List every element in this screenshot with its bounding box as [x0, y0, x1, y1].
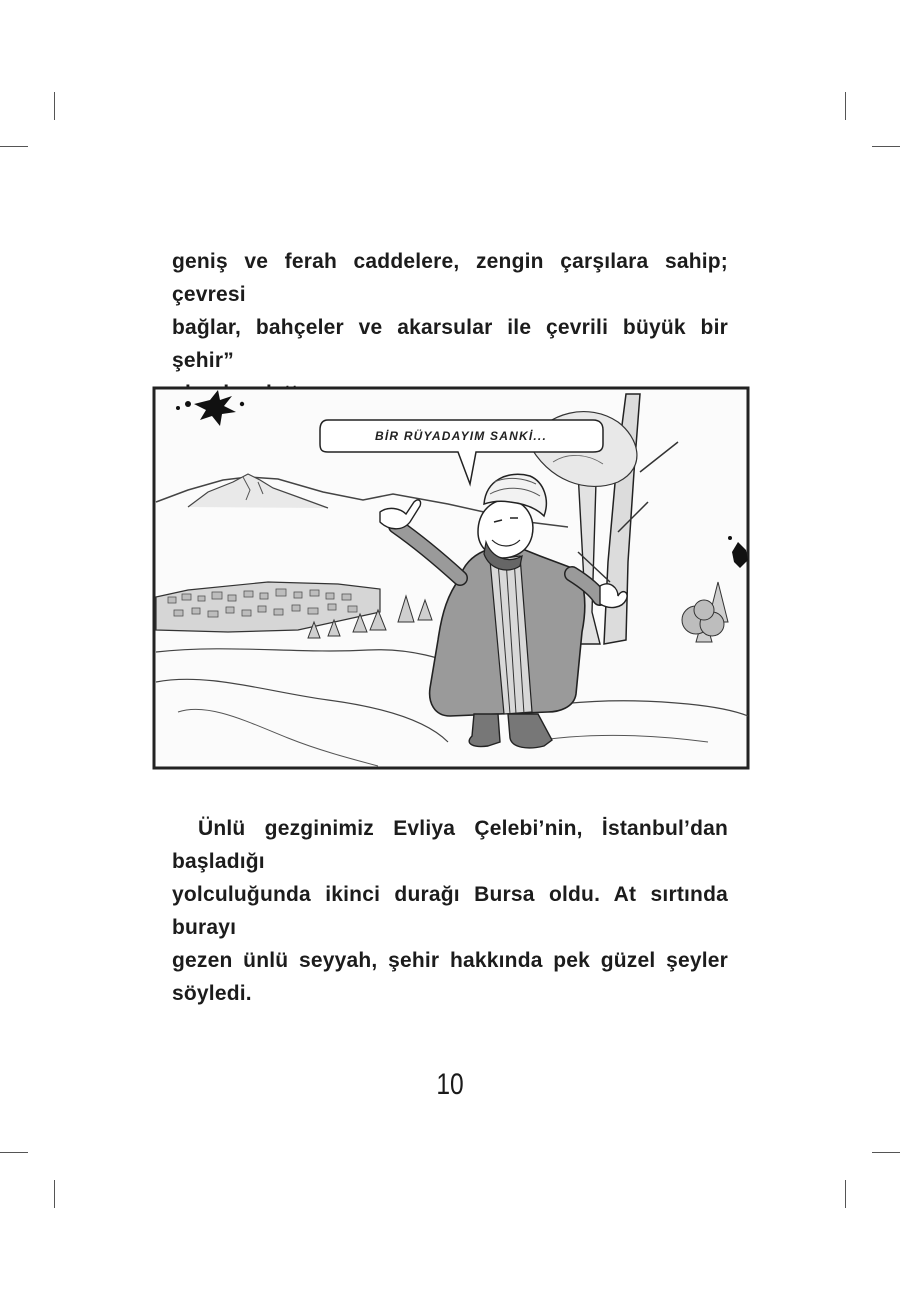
- crop-mark: [0, 1152, 28, 1153]
- paragraph-line: gezen ünlü seyyah, şehir hakkında pek güzel şeyler söyledi.: [172, 949, 728, 1005]
- paragraph-line: geniş ve ferah caddelere, zengin çarşılara sahip; çevresi: [172, 250, 728, 306]
- crop-mark: [845, 92, 846, 120]
- crop-mark: [845, 1180, 846, 1208]
- speech-bubble-text: BİR RÜYADAYIM SANKİ...: [375, 429, 547, 443]
- crop-mark: [872, 146, 900, 147]
- paragraph-line: bağlar, bahçeler ve akarsular ile çevrili büyük bir şehir”: [172, 316, 728, 372]
- paragraph-line: Ünlü gezginimiz Evliya Çelebi’nin, İstanbul’dan başladığı: [172, 817, 728, 873]
- paragraph-bottom: [172, 812, 728, 1010]
- paragraph-line: yolculuğunda ikinci durağı Bursa oldu. At sırtında burayı: [172, 883, 728, 939]
- page-number: 10: [436, 1068, 464, 1101]
- crop-mark: [872, 1152, 900, 1153]
- crop-mark: [0, 146, 28, 147]
- evliya-celebi-illustration: [148, 382, 754, 774]
- crop-mark: [54, 92, 55, 120]
- crop-mark: [54, 1180, 55, 1208]
